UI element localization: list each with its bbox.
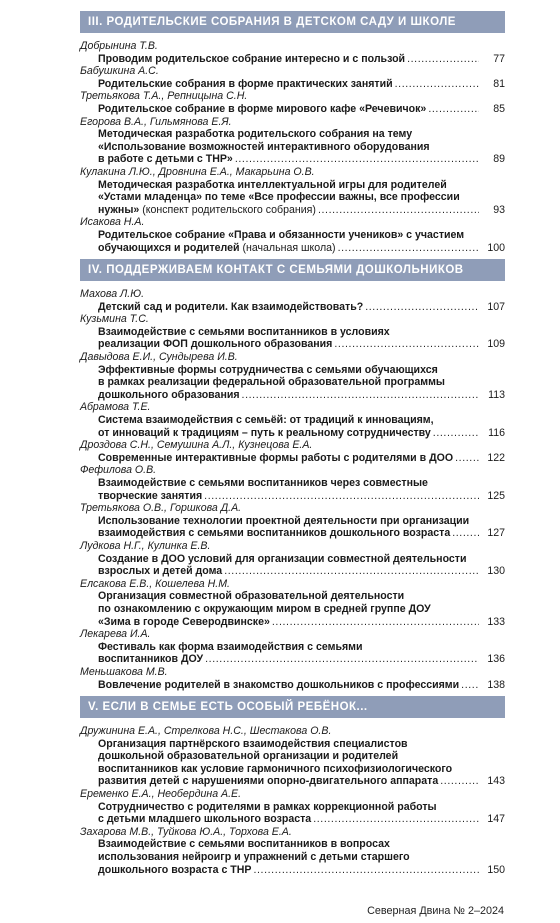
dot-leader xyxy=(318,204,479,217)
entry-title-line: дошкольного образования xyxy=(98,388,240,401)
page-number: 109 xyxy=(487,338,505,351)
entry-title-line: «Устами младенца» по теме «Все профессии важны, все профессии xyxy=(98,191,460,204)
entry-title-line: Использование технологии проектной деятельности при организации xyxy=(98,514,470,527)
dot-leader xyxy=(205,653,479,666)
entry-title-line: взаимодействия с семьями воспитанников дошкольного возраста xyxy=(98,527,451,540)
entry-title-line: воспитанников ДОУ xyxy=(98,653,204,666)
section-body xyxy=(80,281,505,696)
entry-title-last-line xyxy=(98,301,505,314)
entry-title-line: реализации ФОП дошкольного образования xyxy=(98,338,333,351)
toc-entry[interactable] xyxy=(80,40,505,65)
entry-title-line: Создание в ДОО условий для организации совместной деятельности xyxy=(98,552,467,565)
toc-entry[interactable] xyxy=(80,65,505,90)
toc-entry[interactable] xyxy=(80,628,505,666)
entry-title-last-line xyxy=(98,338,505,351)
page-number: 89 xyxy=(493,153,505,166)
entry-title-line: в работе с детьми с ТНР» xyxy=(98,153,233,166)
toc-entry[interactable] xyxy=(80,401,505,439)
page-number: 136 xyxy=(487,653,505,666)
entry-title xyxy=(80,414,505,439)
toc-entry[interactable] xyxy=(80,464,505,502)
entry-title-line: «Использование возможностей интерактивного оборудования xyxy=(98,140,430,153)
entry-title-note: (конспект родительского собрания) xyxy=(139,203,316,216)
toc-entry[interactable] xyxy=(80,216,505,254)
entry-title xyxy=(80,801,505,826)
entry-title-last-line xyxy=(98,813,505,826)
entry-title-line: «Зима в городе Северодвинске» xyxy=(98,615,270,628)
toc-entry[interactable] xyxy=(80,90,505,115)
entry-title xyxy=(80,738,505,788)
dot-leader xyxy=(204,490,479,503)
entry-title xyxy=(80,477,505,502)
entry-title-line: обучающихся и родителей xyxy=(98,241,240,254)
page-number: 127 xyxy=(487,527,505,540)
entry-title-line: Фестиваль как форма взаимодействия с семьями xyxy=(98,640,363,653)
entry-title-line: с детьми младшего школьного возраста xyxy=(98,813,312,826)
page-number: 107 xyxy=(487,300,505,313)
dot-leader xyxy=(365,301,479,314)
entry-title-line: использования нейроигр и упражнений с детьми старшего xyxy=(98,851,410,864)
entry-title xyxy=(80,838,505,876)
page-number: 93 xyxy=(493,203,505,216)
entry-title-line: от инноваций к традициям – путь к реальному сотрудничеству xyxy=(98,426,431,439)
entry-title-last-line xyxy=(98,389,505,402)
section-body xyxy=(80,718,505,881)
entry-title-line: дошкольной образовательной организации и родителей xyxy=(98,750,399,763)
entry-author: Фефилова О.В. xyxy=(80,464,157,477)
entry-title-last-line xyxy=(98,427,505,440)
toc-entry[interactable] xyxy=(80,578,505,628)
dot-leader xyxy=(452,527,479,540)
dot-leader xyxy=(407,53,479,66)
page-footer: Северная Двина № 2–2024 xyxy=(367,905,504,917)
dot-leader xyxy=(334,338,479,351)
entry-title-last-line xyxy=(98,242,505,255)
dot-leader xyxy=(433,427,479,440)
toc-entry[interactable] xyxy=(80,288,505,313)
page-number: 130 xyxy=(487,565,505,578)
entry-title-line: Организация партнёрского взаимодействия специалистов xyxy=(98,737,408,750)
section-header: III. РОДИТЕЛЬСКИЕ СОБРАНИЯ В ДЕТСКОМ САДУ И ШКОЛЕ xyxy=(80,11,505,33)
page-number: 85 xyxy=(493,102,505,115)
entry-author: Абрамова Т.Е. xyxy=(80,401,151,414)
entry-title-last-line xyxy=(98,53,505,66)
entry-title-line: Эффективные формы сотрудничества с семьями обучающихся xyxy=(98,363,438,376)
entry-title-line: творческие занятия xyxy=(98,489,203,502)
entry-title xyxy=(80,128,505,166)
toc-entry[interactable] xyxy=(80,540,505,578)
entry-title-last-line xyxy=(98,204,505,217)
entry-title-line: нужны» xyxy=(98,203,140,216)
entry-author: Бабушкина А.С. xyxy=(80,65,159,78)
entry-author: Лудкова Н.Г., Кулинка Е.В. xyxy=(80,539,211,552)
entry-author: Махова Л.Ю. xyxy=(80,288,145,301)
entry-title-line: Взаимодействие с семьями воспитанников через совместные xyxy=(98,477,428,489)
entry-author: Кулакина Л.Ю., Дровнина Е.А., Макарьина О.В. xyxy=(80,165,315,178)
entry-author: Егорова В.А., Гильмянова Е.Я. xyxy=(80,115,232,128)
table-of-contents xyxy=(80,11,505,881)
entry-title-last-line xyxy=(98,679,505,692)
entry-title-line: по ознакомлению с окружающим миром в средней группе ДОУ xyxy=(98,602,431,615)
toc-entry[interactable] xyxy=(80,351,505,401)
dot-leader xyxy=(235,153,479,166)
entry-author: Елсакова Е.В., Кошелева Н.М. xyxy=(80,577,230,590)
page-number: 125 xyxy=(487,489,505,502)
entry-title-line: Методическая разработка родительского собрания на тему xyxy=(98,128,413,141)
entry-title-line: Взаимодействие с семьями воспитанников в условиях xyxy=(98,325,390,338)
entry-title-line: Взаимодействие с семьями воспитанников в вопросах xyxy=(98,838,390,851)
page-number: 122 xyxy=(487,451,505,464)
dot-leader xyxy=(224,565,479,578)
entry-author: Меньшакова М.В. xyxy=(80,665,168,678)
toc-entry[interactable] xyxy=(80,313,505,351)
entry-author: Исакова Н.А. xyxy=(80,216,145,229)
toc-entry[interactable] xyxy=(80,826,505,876)
entry-title-last-line xyxy=(98,775,505,788)
entry-title xyxy=(80,78,505,91)
section-body xyxy=(80,33,505,259)
entry-title-line: Родительские собрания в форме практических занятий xyxy=(98,77,393,90)
entry-author: Добрынина Т.В. xyxy=(80,40,158,52)
entry-author: Третьякова Т.А., Репницына С.Н. xyxy=(80,90,248,103)
entry-author: Давыдова Е.И., Сундырева И.В. xyxy=(80,351,238,364)
entry-title-last-line xyxy=(98,864,505,877)
entry-title xyxy=(80,103,505,116)
entry-author: Лекарева И.А. xyxy=(80,628,151,641)
entry-title-last-line xyxy=(98,78,505,91)
entry-title-line: Детский сад и родители. Как взаимодействовать? xyxy=(98,300,364,313)
page-number: 133 xyxy=(487,615,505,628)
entry-title xyxy=(80,641,505,666)
dot-leader xyxy=(242,389,479,402)
page-number: 77 xyxy=(493,52,505,65)
entry-title-line: дошкольного возраста с ТНР xyxy=(98,863,252,876)
entry-title-last-line xyxy=(98,103,505,116)
entry-title-last-line xyxy=(98,653,505,666)
toc-entry[interactable] xyxy=(80,725,505,788)
dot-leader xyxy=(395,78,479,91)
toc-entry[interactable] xyxy=(80,502,505,540)
toc-entry[interactable] xyxy=(80,666,505,691)
entry-title-line: Проводим родительское собрание интересно и с пользой xyxy=(98,52,406,65)
entry-title-last-line xyxy=(98,452,505,465)
entry-title-line: в рамках реализации федеральной образовательной программы xyxy=(98,376,445,389)
entry-author: Захарова М.В., Туйкова Ю.А., Торхова Е.А. xyxy=(80,825,292,838)
entry-author: Кузьмина Т.С. xyxy=(80,313,149,326)
page-number: 138 xyxy=(487,678,505,691)
dot-leader xyxy=(272,616,479,629)
entry-title-line: воспитанников как условие гармоничного психофизиологического xyxy=(98,762,453,775)
dot-leader xyxy=(313,813,479,826)
entry-author: Еременко Е.А., Необердина А.Е. xyxy=(80,788,242,801)
entry-title-line: Методическая разработка интеллектуальной игры для родителей xyxy=(98,178,447,191)
entry-title-last-line xyxy=(98,565,505,578)
entry-title xyxy=(80,590,505,628)
entry-author: Дружинина Е.А., Стрелкова Н.С., Шестакова О.В. xyxy=(80,725,332,738)
entry-title xyxy=(80,515,505,540)
entry-title xyxy=(80,326,505,351)
entry-title-last-line xyxy=(98,490,505,503)
page-number: 147 xyxy=(487,813,505,826)
entry-title-last-line xyxy=(98,616,505,629)
entry-title-line: взрослых и детей дома xyxy=(98,565,223,578)
entry-title xyxy=(80,229,505,254)
entry-title-line: Вовлечение родителей в знакомство дошкольников с профессиями xyxy=(98,678,460,691)
entry-title-line: Организация совместной образовательной деятельности xyxy=(98,590,405,603)
dot-leader xyxy=(338,242,479,255)
entry-title xyxy=(80,452,505,465)
entry-title xyxy=(80,364,505,402)
page-number: 116 xyxy=(488,426,505,439)
entry-title-last-line xyxy=(98,153,505,166)
page-number: 143 xyxy=(487,775,505,788)
entry-title-line: развития детей с нарушениями опорно-двигательного аппарата xyxy=(98,775,439,788)
entry-title xyxy=(80,553,505,578)
section-header: IV. ПОДДЕРЖИВАЕМ КОНТАКТ С СЕМЬЯМИ ДОШКОЛЬНИКОВ xyxy=(80,259,505,281)
toc-entry[interactable] xyxy=(80,116,505,166)
entry-title-line: Сотрудничество с родителями в рамках коррекционной работы xyxy=(98,800,437,813)
page-number: 81 xyxy=(493,77,505,90)
entry-title-line: Система взаимодействия с семьёй: от традиций к инновациям, xyxy=(98,414,434,427)
entry-title xyxy=(80,179,505,217)
dot-leader xyxy=(253,864,479,877)
dot-leader xyxy=(461,679,479,692)
dot-leader xyxy=(455,452,479,465)
entry-title-line: Родительское собрание «Права и обязанности учеников» с участием xyxy=(98,228,465,241)
dot-leader xyxy=(428,103,479,116)
toc-entry[interactable] xyxy=(80,788,505,826)
entry-title-last-line xyxy=(98,527,505,540)
entry-title xyxy=(80,53,505,66)
entry-title-note: (начальная школа) xyxy=(239,241,336,254)
entry-title xyxy=(80,679,505,692)
dot-leader xyxy=(440,775,479,788)
entry-title xyxy=(80,301,505,314)
entry-author: Дроздова С.Н., Семушина А.Л., Кузнецова Е.А. xyxy=(80,439,313,452)
entry-title-line: Современные интерактивные формы работы с родителями в ДОО xyxy=(98,451,454,464)
section-header: V. ЕСЛИ В СЕМЬЕ ЕСТЬ ОСОБЫЙ РЕБЁНОК... xyxy=(80,696,505,718)
page-number: 100 xyxy=(487,241,505,254)
entry-author: Третьякова О.В., Горшкова Д.А. xyxy=(80,502,242,515)
page-number: 150 xyxy=(487,863,505,876)
entry-title-line: Родительское собрание в форме мирового кафе «Речевичок» xyxy=(98,102,427,115)
page-number: 113 xyxy=(488,388,505,401)
toc-entry[interactable] xyxy=(80,439,505,464)
toc-entry[interactable] xyxy=(80,166,505,216)
